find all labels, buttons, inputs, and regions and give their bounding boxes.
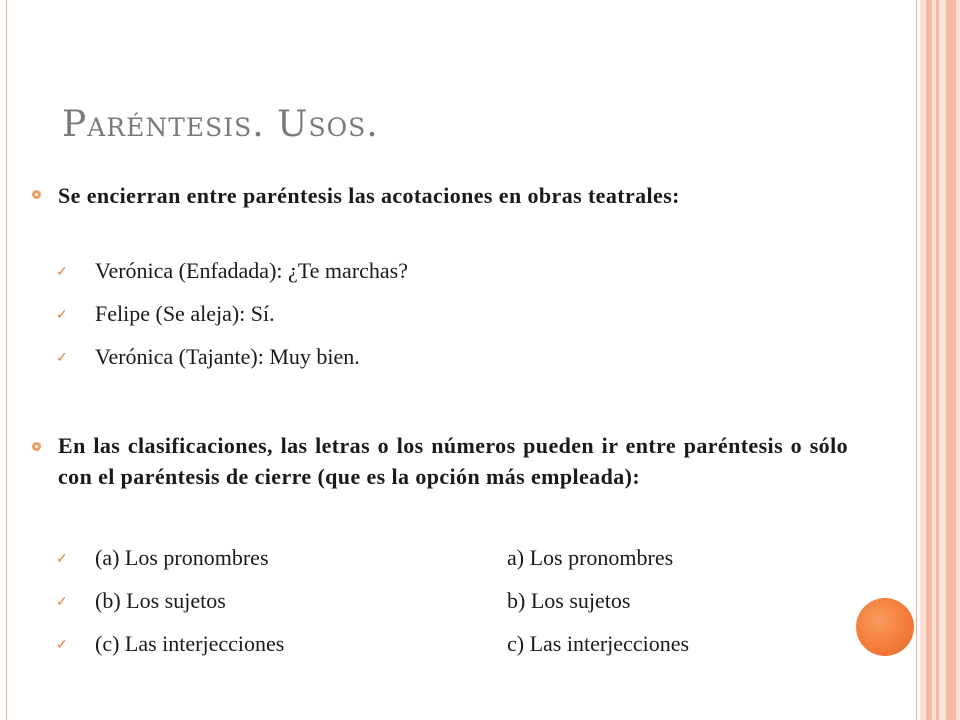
checkmark-icon: ✓ [56,264,68,280]
right-frame-line [916,0,917,720]
list-item: Verónica (Tajante): Muy bien. [95,344,360,369]
stripe [926,0,932,720]
stripe [946,0,956,720]
decorative-orange-circle [856,598,914,656]
list-item: Felipe (Se aleja): Sí. [95,301,275,326]
bullet-icon [32,442,41,451]
checkmark-icon: ✓ [56,307,68,323]
list-item [95,545,674,571]
item-col-a: (b) Los sujetos [95,588,226,613]
bullet-text: En las clasificaciones, las letras o los números pueden ir entre paréntesis o sólo con el paréntesis de cierre (que es la opción más empleada): [58,433,848,489]
list-item [95,631,690,657]
stripe [936,0,939,720]
bullet-icon [32,190,41,199]
item-col-a: (a) Los pronombres [95,545,269,570]
checkmark-icon: ✓ [56,637,68,653]
slide-title: Paréntesis. Usos. [62,104,379,145]
item-col-b: b) Los sujetos [507,588,631,613]
checkmark-icon: ✓ [56,551,68,567]
checkmark-icon: ✓ [56,350,68,366]
decorative-stripes [920,0,960,720]
list-item: Verónica (Enfadada): ¿Te marchas? [95,258,408,283]
list-item [95,588,631,614]
item-col-a: (c) Las interjecciones [95,631,285,656]
left-frame-line [6,0,7,720]
item-col-b: c) Las interjecciones [507,631,690,656]
bullet-text: Se encierran entre paréntesis las acotaciones en obras teatrales: [58,183,680,208]
checkmark-icon: ✓ [56,594,68,610]
item-col-b: a) Los pronombres [507,545,674,570]
